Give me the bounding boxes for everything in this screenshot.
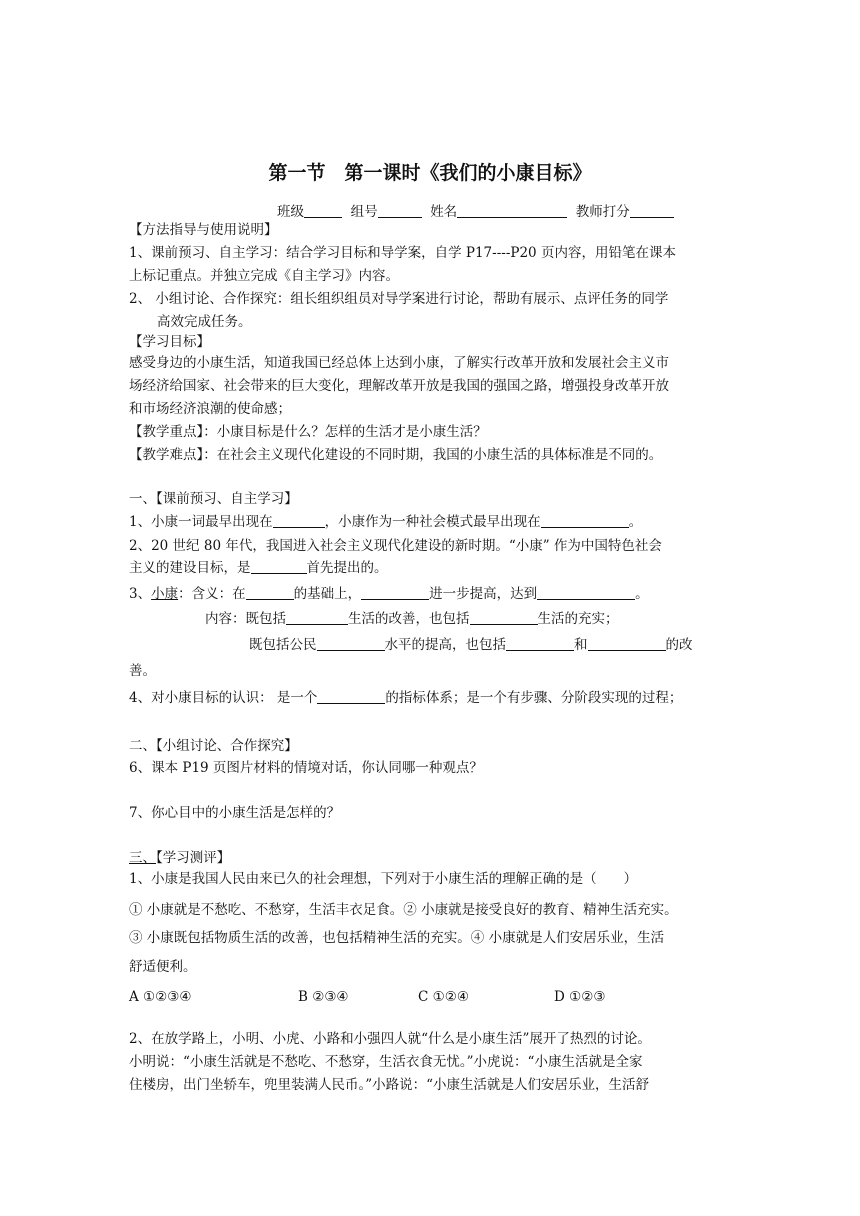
name-label: 姓名 [430,204,458,220]
student-info-line [277,200,674,220]
method-line-3: 2、 小组讨论、合作探究：组长组织组员对导学案进行讨论，帮助有展示、点评任务的同学 [129,291,669,307]
q3-content-blank-4[interactable] [506,636,574,651]
question-2-line-1: 2、20 世纪 80 年代，我国进入社会主义现代化建设的新时期。“小康” 作为中国特色社会 [129,538,662,554]
xiaokang-term: 小康 [151,586,179,602]
method-heading: 【方法指导与使用说明】 [129,222,278,238]
option-b[interactable]: B ②③④ [298,989,349,1005]
q4-blank[interactable] [317,689,385,704]
name-blank[interactable] [457,203,567,218]
section-2-heading: 二、【小组讨论、合作探究】 [129,738,298,754]
score-label: 教师打分 [575,204,630,220]
test-question-2-line-1: 2、在放学路上，小明、小虎、小路和小强四人就“什么是小康生活”展开了热烈的讨论。 [129,1031,651,1047]
question-7: 7、你心目中的小康生活是怎样的？ [129,805,341,821]
q3-content-blank-3[interactable] [317,636,385,651]
group-blank[interactable] [378,203,422,218]
question-1: 1、小康一词最早出现在 ，小康作为一种社会模式最早出现在 。 [129,514,643,530]
question-3-content-2: 既包括公民 水平的提高，也包括 和 的改 [249,637,693,653]
question-4: 4、对小康目标的认识： 是一个 的指标体系；是一个有步骤、分阶段实现的过程； [129,690,683,706]
group-label: 组号 [350,204,378,220]
option-c[interactable]: C ①②④ [418,989,469,1005]
class-label: 班级 [277,204,304,220]
test-statement-3: 舒适便利。 [129,959,197,975]
test-question-1: 1、小康是我国人民由来已久的社会理想，下列对于小康生活的理解正确的是（ ） [129,871,638,887]
goals-line-2: 场经济给国家、社会带来的巨大变化，理解改革开放是我国的强国之路，增强投身改革开放 [129,378,669,394]
method-line-1: 1、课前预习、自主学习：结合学习目标和导学案，自学 P17----P20 页内容，用铅笔在课本 [129,245,676,261]
q3-blank-2[interactable] [361,585,429,600]
section-3-heading: 三、【学习测评】 [129,850,231,866]
section-1-heading: 一、【课前预习、自主学习】 [129,491,298,507]
method-line-2: 上标记重点。并独立完成《自主学习》内容。 [129,268,399,284]
question-3: 3、小康：含义：在 的基础上， 进一步提高，达到 。 [129,586,649,602]
teaching-key-point: 【教学重点】：小康目标是什么？怎样的生活才是小康生活？ [129,424,487,440]
question-3-content-3: 善。 [129,663,156,679]
goals-heading: 【学习目标】 [129,334,210,350]
q1-blank-1[interactable] [273,513,325,528]
option-d[interactable]: D ①②③ [554,989,606,1005]
question-6: 6、课本 P19 页图片材料的情境对话，你认同哪一种观点？ [129,760,483,776]
test-question-2-line-2: 小明说：“小康生活就是不愁吃、不愁穿，生活衣食无忧。”小虎说：“小康生活就是全家 [129,1054,643,1070]
q3-content-blank-5[interactable] [588,636,666,651]
class-blank[interactable] [304,203,342,218]
option-a[interactable]: A ①②③④ [129,989,192,1005]
q3-content-blank-2[interactable] [470,610,538,625]
score-blank[interactable] [630,203,674,218]
q1-blank-2[interactable] [541,513,629,528]
q2-blank[interactable] [251,559,307,574]
question-3-content-1: 内容：既包括 生活的改善，也包括 生活的充实； [205,611,619,627]
page-title: 第一节 第一课时《我们的小康目标》 [268,162,592,184]
test-statement-1: ① 小康就是不愁吃、不愁穿，生活丰衣足食。② 小康就是接受良好的教育、精神生活充实。 [129,902,678,918]
q3-blank-1[interactable] [246,585,294,600]
goals-line-3: 和市场经济浪潮的使命感； [129,401,291,417]
question-2-line-2: 主义的建设目标，是 首先提出的。 [129,560,388,576]
test-question-2-line-3: 住楼房，出门坐轿车，兜里装满人民币。”小路说：“小康生活就是人们安居乐业，生活舒 [129,1077,650,1093]
q3-content-blank-1[interactable] [286,610,348,625]
test-statement-2: ③ 小康既包括物质生活的改善，也包括精神生活的充实。④ 小康就是人们安居乐业，生活 [129,930,665,946]
teaching-difficult-point: 【教学难点】：在社会主义现代化建设的不同时期，我国的小康生活的具体标准是不同的。 [129,447,663,463]
goals-line-1: 感受身边的小康生活，知道我国已经总体上达到小康，了解实行改革开放和发展社会主义市 [129,355,669,371]
method-line-4: 高效完成任务。 [157,314,252,330]
q3-blank-3[interactable] [537,585,635,600]
